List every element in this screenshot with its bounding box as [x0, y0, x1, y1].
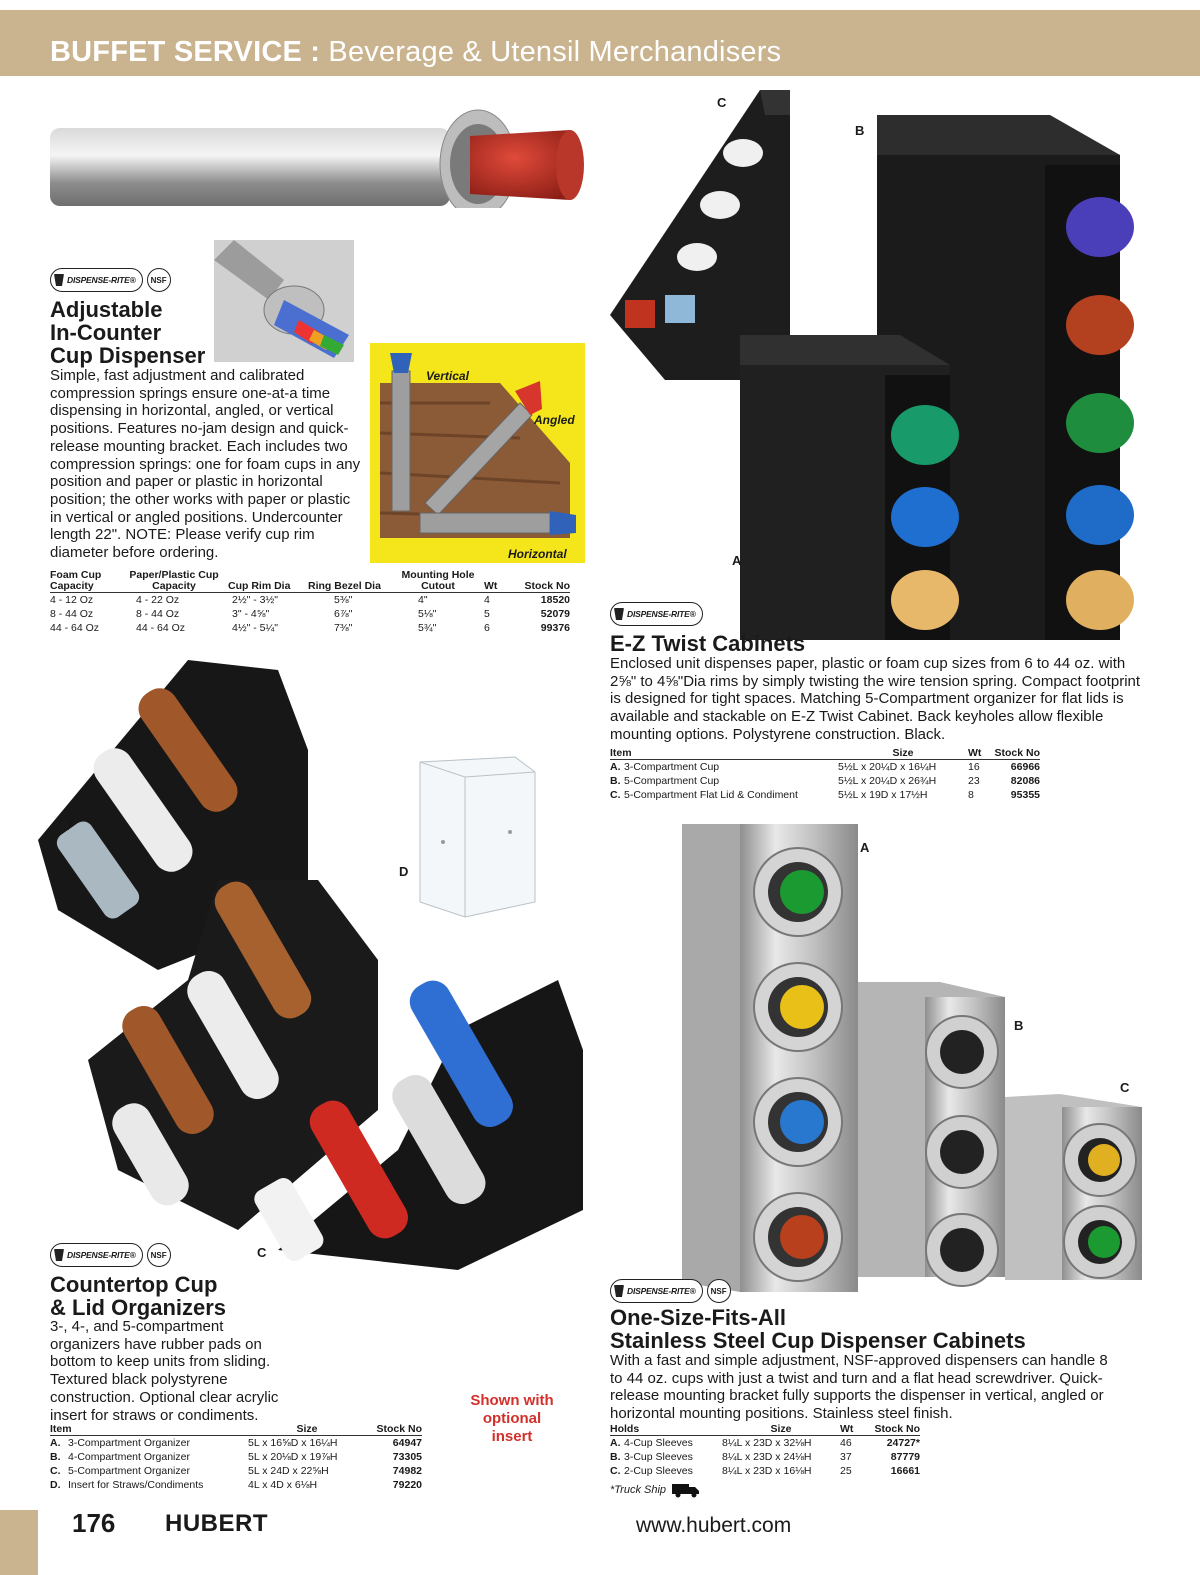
col-paper: Paper/Plastic Cup Capacity [120, 570, 228, 593]
countertop-description: 3-, 4-, and 5-compartment organizers have rubber pads on bottom to keep units from sliding. Textured black polystyrene construction. Optional clear acrylic insert for straws or condiments. [50, 1318, 279, 1424]
image-label-d: D [399, 864, 409, 879]
table-row: C. 5-Compartment Organizer 5L x 24D x 22⅝H 74982 [50, 1465, 422, 1477]
table-row: B. 3-Cup Sleeves 8¼L x 23D x 24⅛H 37 87779 [610, 1451, 920, 1463]
table-row: B. 5-Compartment Cup 5½L x 20¼D x 26¾H 23 82086 [610, 775, 1040, 787]
stainless-logos [610, 1279, 731, 1303]
image-label-a: A [860, 840, 870, 855]
image-label-b: B [108, 1052, 118, 1067]
label-angled: Angled [534, 413, 575, 427]
ez-twist-spec-table [610, 748, 1040, 802]
dispenser-closeup-photo [214, 240, 354, 362]
dispense-rite-logo: DISPENSE-RITE® [50, 1243, 143, 1267]
table-row: B. 4-Compartment Organizer 5L x 20⅛D x 19⅞H 73305 [50, 1451, 422, 1463]
stainless-description: With a fast and simple adjustment, NSF-approved dispensers can handle 8 to 44 oz. cups with just a twist and turn and a flat head screwdriver. Quick-release mounting bracket fully supports the dispenser in vertical, angled or horizontal mounting positions. Stainless steel finish. [610, 1352, 1108, 1423]
dispense-rite-logo: DISPENSE-RITE® [610, 1279, 703, 1303]
ez-twist-cabinets-photo [605, 85, 1165, 640]
dispense-rite-logo: DISPENSE-RITE® [50, 268, 143, 292]
website-link[interactable]: www.hubert.com [636, 1514, 792, 1537]
table-row: 4 - 12 Oz 4 - 22 Oz 2½" - 3½" 5⅜" 4" 4 18520 [50, 594, 570, 606]
table-header-row: Holds Size Wt Stock No [610, 1423, 920, 1435]
table-header-row: Item Size Wt Stock No [610, 747, 1040, 759]
mounting-positions-diagram [370, 343, 585, 563]
ez-twist-title: E-Z Twist Cabinets [610, 631, 806, 656]
label-horizontal: Horizontal [508, 547, 567, 561]
image-label-c: C [717, 95, 727, 110]
table-header-row [50, 570, 570, 593]
image-label-b: B [855, 123, 865, 138]
truck-ship-note: *Truck Ship [610, 1482, 700, 1498]
countertop-organizers-photo [38, 650, 590, 1270]
adjustable-description: Simple, fast adjustment and calibrated compression springs ensure one-at-a time dispensing in horizontal, angled, or vertical positions. Features no-jam design and quick-release mounting bracket. Each includes two compression springs: one for foam cups in any position and paper or plastic in horizontal position; the other works with paper or plastic in vertical or angled positions. Undercounter length 22". NOTE: Please verify cup rim diameter before ordering. [50, 367, 361, 562]
countertop-spec-table [50, 1424, 422, 1492]
nsf-logo: NSF [147, 1243, 171, 1267]
page-number: 176 [72, 1508, 116, 1538]
label-vertical: Vertical [426, 369, 469, 383]
countertop-logos [50, 1243, 171, 1267]
table-row: 44 - 64 Oz 44 - 64 Oz 4½" - 5¼" 7⅜" 5¾" 6 99376 [50, 622, 570, 634]
dispense-rite-logo: DISPENSE-RITE® [610, 602, 703, 626]
table-row: C. 2-Cup Sleeves 8¼L x 23D x 16⅛H 25 16661 [610, 1465, 920, 1477]
table-header-row: Item Size Stock No [50, 1423, 422, 1435]
table-row: A. 4-Cup Sleeves 8¼L x 23D x 32⅛H 46 24727* [610, 1437, 920, 1449]
image-label-a: A [60, 818, 70, 833]
stainless-spec-table [610, 1424, 920, 1478]
col-cutout: Mounting Hole Cutout [392, 570, 484, 593]
dispense-rite-nsf-logos [50, 268, 171, 292]
dispense-rite-logo-ez [610, 602, 703, 626]
stainless-title: One-Size-Fits-All Stainless Steel Cup Dispenser Cabinets [610, 1305, 1026, 1353]
col-foam: Foam Cup Capacity [50, 570, 120, 593]
section-header-band [0, 10, 1200, 76]
table-row: C. 5-Compartment Flat Lid & Condiment 5½L x 19D x 17½H 8 95355 [610, 789, 1040, 801]
adjustable-title: Adjustable In-Counter Cup Dispenser [50, 297, 206, 368]
section-title: BUFFET SERVICE : Beverage & Utensil Merchandisers [50, 36, 782, 68]
nsf-logo: NSF [707, 1279, 731, 1303]
table-row: A. 3-Compartment Cup 5½L x 20¼D x 16¼H 16 66966 [610, 761, 1040, 773]
table-row: A. 3-Compartment Organizer 5L x 16⅝D x 16¼H 64947 [50, 1437, 422, 1449]
image-label-c: C [257, 1245, 267, 1260]
col-stock: Stock No [510, 570, 570, 593]
adjustable-spec-table [50, 570, 570, 635]
image-label-a: A [732, 553, 742, 568]
col-bezel: Ring Bezel Dia [308, 570, 392, 593]
col-rim: Cup Rim Dia [228, 570, 308, 593]
footer-accent-strip [0, 1510, 38, 1575]
brand-logo: HUBERT [165, 1510, 268, 1537]
clear-insert-photo [395, 752, 540, 922]
truck-icon [672, 1482, 700, 1498]
image-label-b: B [1014, 1018, 1024, 1033]
in-counter-dispenser-photo [50, 108, 595, 208]
table-row: D. Insert for Straws/Condiments 4L x 4D x 6⅛H 79220 [50, 1479, 422, 1491]
ez-twist-description: Enclosed unit dispenses paper, plastic or foam cup sizes from 6 to 44 oz. with 2⅝" to 4⅝"Dia rims by simply twisting the wire tension spring. Compact footprint is designed for tight spaces. Matching 5-Compartment organizer for flat lids is available and stackable on E-Z Twist Cabinet. Back keyholes allow flexible mounting options. Polystyrene construction. Black. [610, 655, 1141, 743]
image-label-c: C [1120, 1080, 1130, 1095]
table-row: 8 - 44 Oz 8 - 44 Oz 3" - 4⅝" 6⅞" 5⅛" 5 52079 [50, 608, 570, 620]
countertop-title: Countertop Cup & Lid Organizers [50, 1272, 227, 1320]
optional-insert-callout: Shown with optional insert [470, 1392, 554, 1445]
col-wt: Wt [484, 570, 510, 593]
nsf-logo: NSF [147, 268, 171, 292]
stainless-cabinets-photo [680, 822, 1150, 1292]
